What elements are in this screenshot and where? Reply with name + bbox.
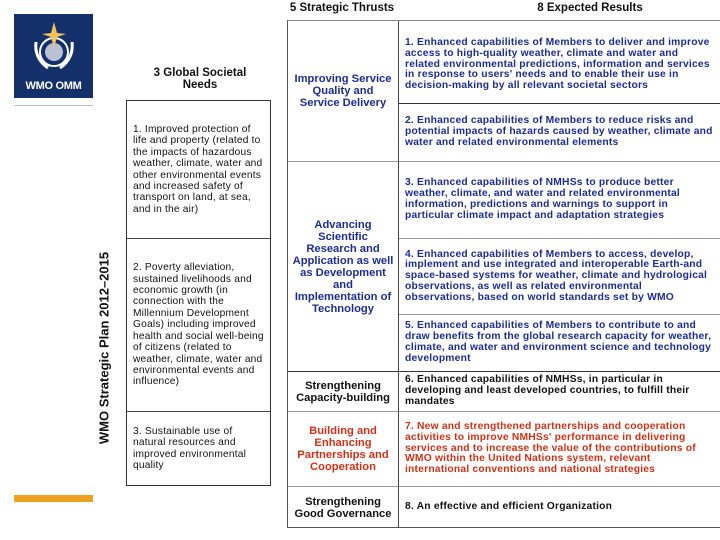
un-emblem-icon — [26, 20, 82, 76]
result-8: 8. An effective and efficient Organization — [399, 486, 720, 528]
result-4: 4. Enhanced capabilities of Members to access, develop, implement and use integrated and interoperable Earth-and space-based systems for weather, climate and hydrological observations, as well as related environmental observations, based on world standards set by WMO — [399, 238, 720, 314]
thrust-governance: Strengthening Good Governance — [288, 486, 399, 528]
thrusts-header: 5 Strategic Thrusts — [289, 2, 395, 14]
thrust-partnerships: Building and Enhancing Partnerships and Cooperation — [288, 411, 399, 486]
result-6: 6. Enhanced capabilities of NMHSs, in particular in developing and least developed countries, to fulfill their mandates — [399, 371, 720, 411]
result-2: 2. Enhanced capabilities of Members to reduce risks and potential impacts of hazards caused by weather, climate and water and related environmental elements — [399, 103, 720, 161]
thrust-capacity-building: Strengthening Capacity-building — [288, 371, 399, 411]
result-1: 1. Enhanced capabilities of Members to deliver and improve access to high-quality weather, climate and water and related environmental predictions, information and services in response to users' needs and to enable their use in decision-making by all relevant societal sectors — [405, 37, 710, 92]
need-3: 3. Sustainable use of natural resources and improved environmental quality — [127, 411, 270, 485]
result-3: 3. Enhanced capabilities of NMHSs to produce better weather, climate, and water and related environmental information, predictions and warnings to support in particular climate impact and adaptation strategies — [399, 161, 720, 238]
wmo-logo — [14, 14, 93, 98]
divider — [14, 105, 93, 106]
accent-bar — [14, 495, 93, 502]
societal-needs-box — [126, 100, 271, 486]
logo-text: WMO OMM — [25, 80, 82, 92]
needs-header: 3 Global Societal Needs — [153, 67, 247, 91]
results-header: 8 Expected Results — [537, 2, 643, 14]
thrust-service-quality: Improving Service Quality and Service Delivery — [288, 21, 399, 161]
thrust-scientific-research: Advancing Scientific Research and Application as well as Development and Implementation of Technology — [288, 161, 399, 371]
thrusts-results-table — [287, 20, 720, 528]
need-1: 1. Improved protection of life and property (related to the impacts of hazardous weather, climate, water and other environmental events and increased safety of transport on land, at sea, and in the air) — [133, 123, 263, 215]
side-title: WMO Strategic Plan 2012–2015 — [96, 251, 112, 445]
result-7: 7. New and strengthened partnerships and cooperation activities to improve NMHSs' performance in delivering services and to increase the value of the contributions of WMO within the United Nations system, relevant international conventions and national strategies — [399, 411, 720, 486]
need-2: 2. Poverty alleviation, sustained livelihoods and economic growth (in connection with the Millennium Development Goals) including improved health and social well-being of citizens (related to weather, climate, water and environmental events and influence) — [127, 238, 270, 411]
result-5: 5. Enhanced capabilities of Members to contribute to and draw benefits from the global research capacity for weather, climate, and water and environment science and technology development — [399, 314, 720, 371]
